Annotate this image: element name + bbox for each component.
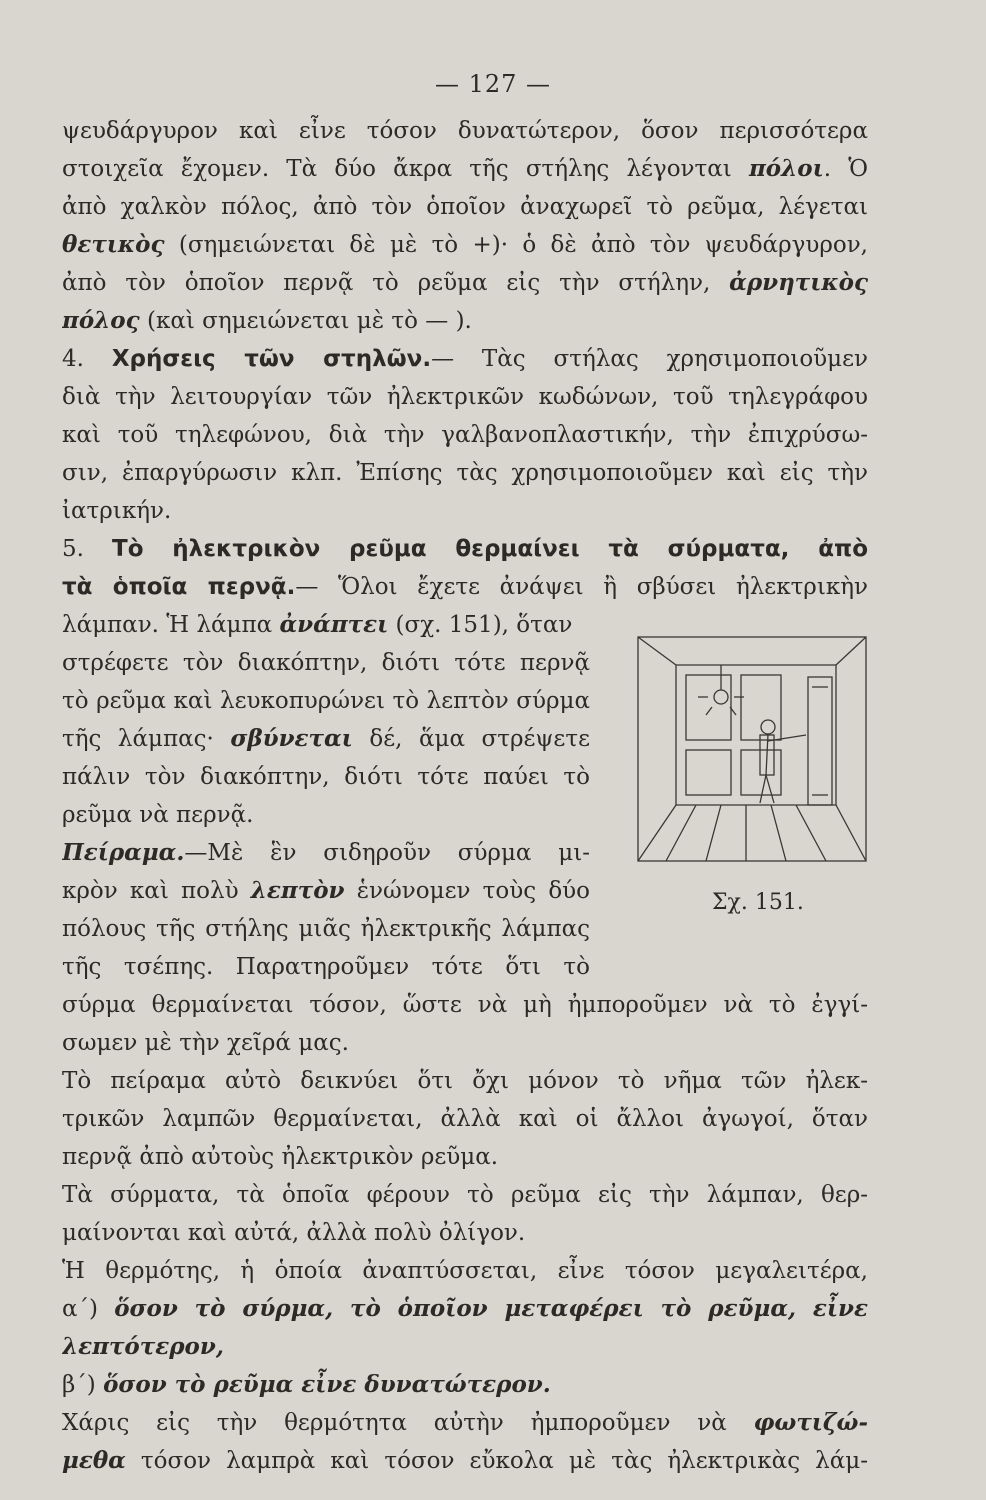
text-segment: τὸ ρεῦμα καὶ λευκοπυρώνει τὸ λεπτὸν σύρμα <box>62 688 590 714</box>
text-line <box>62 264 868 302</box>
text-segment: περνᾷ ἀπὸ αὐτοὺς ἠλεκτρικὸν ρεῦμα. <box>62 1144 499 1170</box>
text-line <box>62 606 590 644</box>
text-segment: λάμπαν. Ἡ λάμπα <box>62 612 280 638</box>
room-lamp-icon <box>636 635 868 863</box>
text-segment: δέ, ἅμα στρέψετε <box>352 726 590 752</box>
text-line <box>62 834 590 872</box>
text-segment: Χάρις εἰς τὴν θερμότητα αὐτὴν ἠμποροῦμεν νὰ <box>62 1410 754 1436</box>
page-number: — 127 — <box>434 70 552 98</box>
text-segment: φωτιζώ- <box>753 1409 868 1436</box>
text-segment: Χρήσεις τῶν στηλῶν. <box>111 346 432 372</box>
text-segment: 4. <box>62 346 112 372</box>
text-segment: ὅσον τὸ ρεῦμα εἶνε δυνατώτερον. <box>103 1371 551 1398</box>
text-segment: λεπτὸν <box>250 877 345 904</box>
text-line <box>62 1290 868 1328</box>
text-segment: μαίνονται καὶ αὐτά, ἀλλὰ πολὺ ὀλίγον. <box>62 1220 526 1246</box>
text-segment: πόλους τῆς στήλης μιᾶς ἠλεκτρικῆς λάμπας <box>62 916 590 942</box>
text-segment: Ἡ θερμότης, ἡ ὁποία ἀναπτύσσεται, εἶνε τόσον μεγαλειτέρα, <box>62 1258 868 1284</box>
text-segment: . Ὁ <box>823 156 868 182</box>
text-line <box>62 986 868 1024</box>
text-line <box>62 302 868 340</box>
text-segment: διὰ τὴν λειτουργίαν τῶν ἠλεκτρικῶν κωδώνων, τοῦ τηλεγράφου <box>62 384 868 410</box>
text-segment: ὅσον τὸ σύρμα, τὸ ὁποῖον μεταφέρει τὸ ρεῦμα, εἶνε <box>114 1295 868 1322</box>
text-segment: σύρμα θερμαίνεται τόσον, ὥστε νὰ μὴ ἠμποροῦμεν νὰ τὸ ἐγγί- <box>62 992 868 1018</box>
text-segment: — Ὅλοι ἔχετε ἀνάψει ἢ σβύσει ἠλεκτρικὴν <box>295 574 868 600</box>
text-segment: τὰ ὁποῖα περνᾷ. <box>62 574 296 600</box>
text-segment: τρικῶν λαμπῶν θερμαίνεται, ἀλλὰ καὶ οἱ ἄλλοι ἀγωγοί, ὅταν <box>62 1106 868 1132</box>
text-segment: Τὸ πείραμα αὐτὸ δεικνύει ὅτι ὄχι μόνον τὸ νῆμα τῶν ἠλεκ- <box>62 1068 868 1094</box>
text-segment: (καὶ σημειώνεται μὲ τὸ — ). <box>139 308 472 334</box>
text-segment: ἀπὸ τὸν ὁποῖον περνᾷ τὸ ρεῦμα εἰς τὴν στήλην, <box>62 270 730 296</box>
text-line <box>62 720 590 758</box>
text-line <box>62 188 868 226</box>
text-segment: τόσον λαμπρὰ καὶ τόσον εὔκολα μὲ τὰς ἠλεκτρικὰς λάμ- <box>125 1448 868 1474</box>
text-line <box>62 1252 868 1290</box>
text-line <box>62 340 868 378</box>
text-segment: (σχ. 151), ὅταν <box>388 612 573 638</box>
text-line <box>62 226 868 264</box>
text-segment: Τὰ σύρματα, τὰ ὁποῖα φέρουν τὸ ρεῦμα εἰς τὴν λάμπαν, θερ- <box>62 1182 868 1208</box>
text-line <box>62 1404 868 1442</box>
text-line <box>62 948 590 986</box>
text-segment: —Μὲ ἓν σιδηροῦν σύρμα μι- <box>184 840 590 866</box>
text-line <box>62 682 590 720</box>
text-line <box>62 1138 868 1176</box>
text-segment: ἰατρικήν. <box>62 498 172 524</box>
text-segment: 5. <box>62 536 113 562</box>
text-segment: ἀπὸ χαλκὸν πόλος, ἀπὸ τὸν ὁποῖον ἀναχωρεῖ τὸ ρεῦμα, λέγεται <box>62 194 868 220</box>
text-segment: ρεῦμα νὰ περνᾷ. <box>62 802 254 828</box>
text-segment: κρὸν καὶ πολὺ <box>62 878 251 904</box>
text-segment: τῆς τσέπης. Παρατηροῦμεν τότε ὅτι τὸ <box>62 954 590 980</box>
text-segment: θετικὸς <box>62 231 165 258</box>
text-line <box>62 150 868 188</box>
text-line <box>62 1328 868 1366</box>
text-line <box>62 910 590 948</box>
text-line <box>62 1176 868 1214</box>
text-segment: α΄) <box>62 1296 115 1322</box>
text-segment: ἀρνητικὸς <box>729 269 868 296</box>
text-segment: ψευδάργυρον καὶ εἶνε τόσον δυνατώτερον, ὅσον περισσότερα <box>62 118 868 144</box>
text-line <box>62 1100 868 1138</box>
text-line <box>62 492 868 530</box>
figure-caption: Σχ. 151. <box>712 890 804 915</box>
text-segment: ἀνάπτει <box>279 611 389 638</box>
text-line <box>62 416 868 454</box>
text-segment: (σημειώνεται δὲ μὲ τὸ +)· ὁ δὲ ἀπὸ τὸν ψευδάργυρον, <box>164 232 868 258</box>
text-segment: σιν, ἐπαργύρωσιν κλπ. Ἐπίσης τὰς χρησιμοποιοῦμεν καὶ εἰς τὴν <box>62 460 868 486</box>
text-line <box>62 1062 868 1100</box>
text-line <box>62 1214 868 1252</box>
text-segment: — Τὰς στήλας χρησιμοποιοῦμεν <box>431 346 868 372</box>
text-line <box>62 758 590 796</box>
text-segment: μεθα <box>62 1447 126 1474</box>
text-segment: στρέφετε τὸν διακόπτην, διότι τότε περνᾷ <box>62 650 590 676</box>
text-line <box>62 796 590 834</box>
text-line <box>62 1024 868 1062</box>
text-line <box>62 112 868 150</box>
text-line <box>62 1366 868 1404</box>
text-segment: σωμεν μὲ τὴν χεῖρά μας. <box>62 1030 349 1056</box>
text-segment: πόλοι <box>748 155 824 182</box>
text-segment: σβύνεται <box>230 725 353 752</box>
text-segment: καὶ τοῦ τηλεφώνου, διὰ τὴν γαλβανοπλαστικήν, τὴν ἐπιχρύσω- <box>62 422 868 448</box>
text-segment: ἑνώνομεν τοὺς δύο <box>344 878 590 904</box>
text-segment: πάλιν τὸν διακόπτην, διότι τότε παύει τὸ <box>62 764 590 790</box>
text-line <box>62 454 868 492</box>
text-segment: στοιχεῖα ἔχομεν. Τὰ δύο ἄκρα τῆς στήλης λέγονται <box>62 156 749 182</box>
text-segment: λεπτότερον, <box>62 1333 224 1360</box>
text-line <box>62 872 590 910</box>
text-segment: πόλος <box>62 307 140 334</box>
text-line <box>62 530 868 568</box>
text-segment: Πείραμα. <box>62 839 185 866</box>
figure-151-illustration <box>636 635 868 863</box>
text-line <box>62 1442 868 1480</box>
text-line <box>62 568 868 606</box>
text-segment: Τὸ ἠλεκτρικὸν ρεῦμα θερμαίνει τὰ σύρματα, ἀπὸ <box>112 536 868 562</box>
text-line <box>62 644 590 682</box>
text-segment: β΄) <box>62 1372 104 1398</box>
text-segment: τῆς λάμπας· <box>62 726 231 752</box>
text-line <box>62 378 868 416</box>
